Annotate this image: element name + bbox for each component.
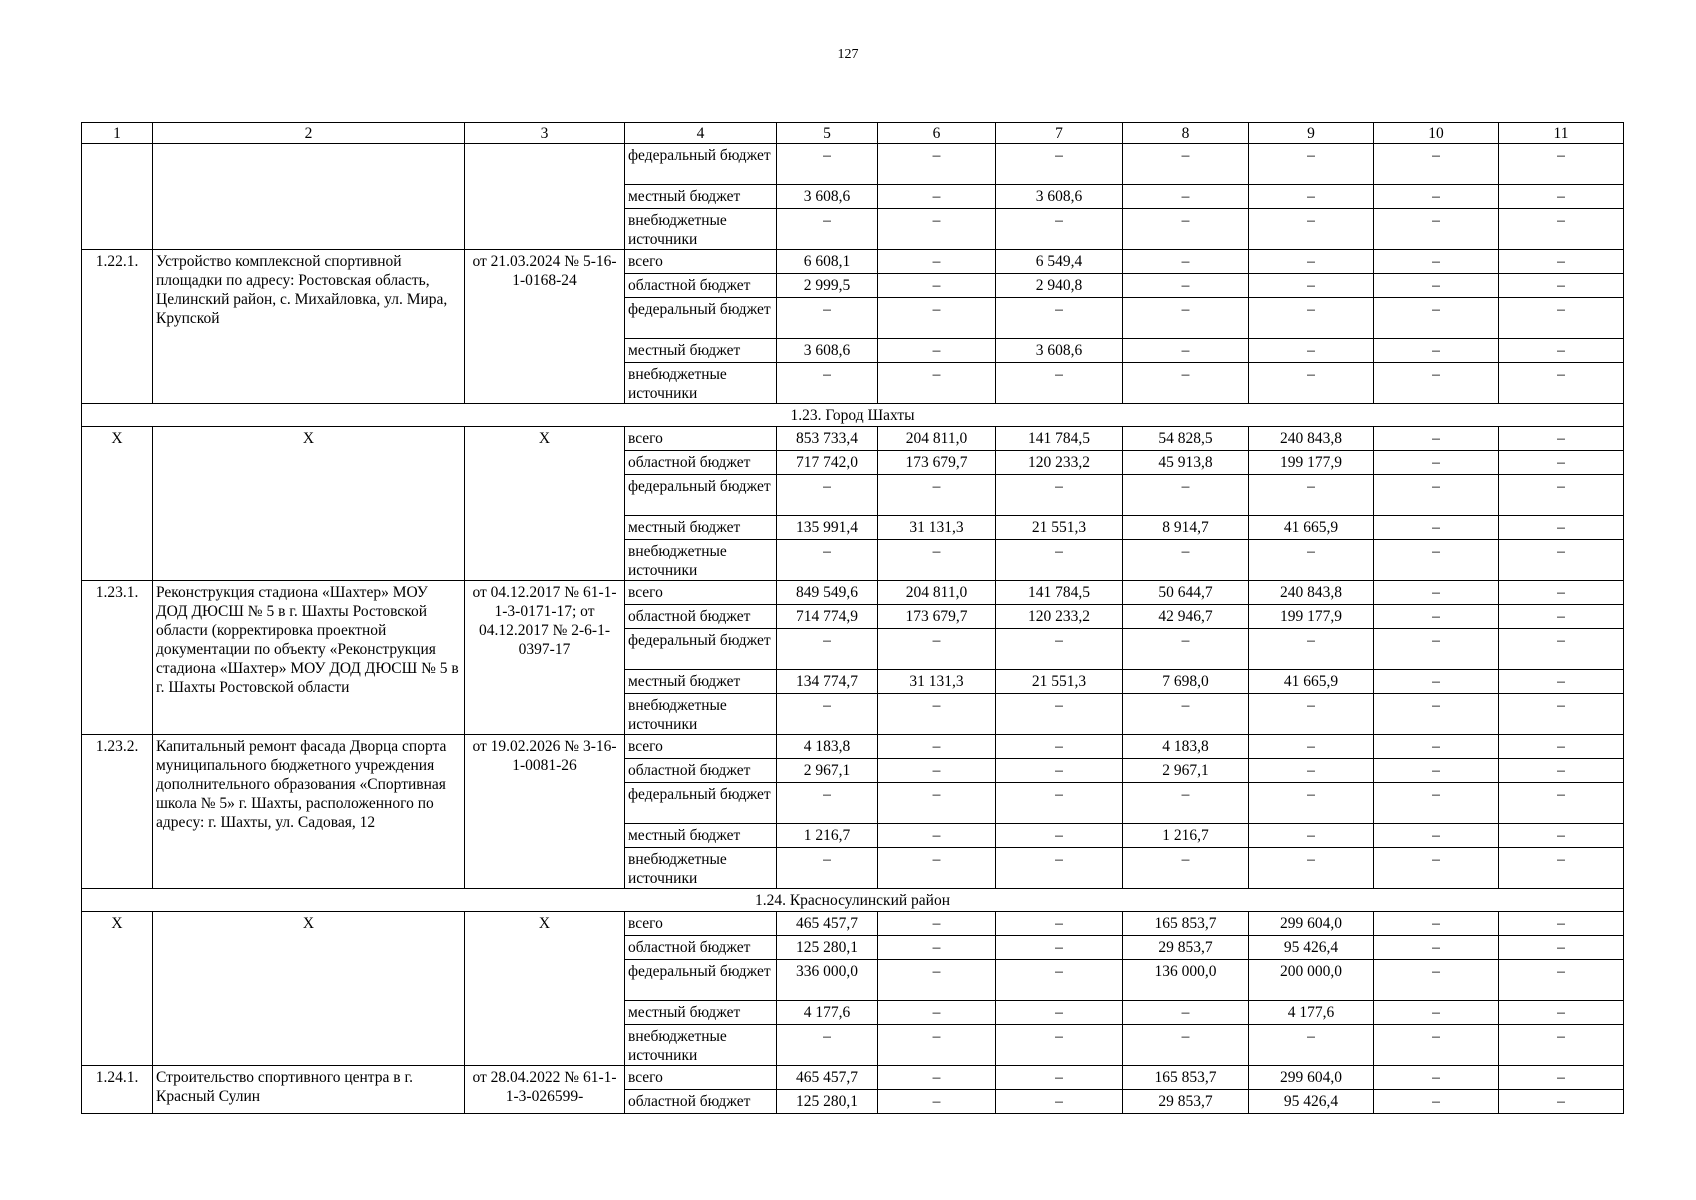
amount-cell: – — [777, 783, 878, 824]
amount-cell: 240 843,8 — [1249, 581, 1374, 605]
page-number: 127 — [837, 47, 859, 62]
amount-cell: – — [1374, 759, 1499, 783]
amount-cell: 21 551,3 — [996, 670, 1123, 694]
amount-cell: 2 967,1 — [1123, 759, 1249, 783]
item-number — [82, 144, 153, 250]
amount-cell: – — [1374, 451, 1499, 475]
item-number: 1.23.1. — [82, 581, 153, 735]
amount-cell: 336 000,0 — [777, 960, 878, 1001]
amount-cell: 173 679,7 — [878, 451, 996, 475]
funding-source: областной бюджет — [625, 605, 777, 629]
funding-source: внебюджетные источники — [625, 1025, 777, 1066]
amount-cell: – — [1374, 144, 1499, 185]
amount-cell: – — [1249, 629, 1374, 670]
amount-cell: 95 426,4 — [1249, 1090, 1374, 1114]
amount-cell: 1 216,7 — [1123, 824, 1249, 848]
amount-cell: – — [878, 144, 996, 185]
amount-cell: 714 774,9 — [777, 605, 878, 629]
amount-cell: – — [1374, 848, 1499, 889]
amount-cell: 29 853,7 — [1123, 1090, 1249, 1114]
amount-cell: 199 177,9 — [1249, 451, 1374, 475]
amount-cell: – — [777, 298, 878, 339]
amount-cell: – — [1374, 363, 1499, 404]
column-header: 4 — [625, 123, 777, 144]
funding-source: внебюджетные источники — [625, 848, 777, 889]
amount-cell: – — [1123, 363, 1249, 404]
funding-source: федеральный бюджет — [625, 960, 777, 1001]
amount-cell: 1 216,7 — [777, 824, 878, 848]
amount-cell: 849 549,6 — [777, 581, 878, 605]
amount-cell: 29 853,7 — [1123, 936, 1249, 960]
funding-source: местный бюджет — [625, 339, 777, 363]
funding-source: местный бюджет — [625, 185, 777, 209]
amount-cell: – — [996, 298, 1123, 339]
amount-cell: – — [1374, 1090, 1499, 1114]
amount-cell: – — [1374, 250, 1499, 274]
amount-cell: – — [1499, 759, 1624, 783]
amount-cell: – — [878, 1001, 996, 1025]
column-header-row — [82, 123, 1624, 144]
amount-cell: – — [878, 912, 996, 936]
amount-cell: – — [996, 1001, 1123, 1025]
funding-source: областной бюджет — [625, 759, 777, 783]
table-row — [82, 1066, 1624, 1090]
column-header: 5 — [777, 123, 878, 144]
amount-cell: – — [1249, 209, 1374, 250]
amount-cell: – — [1374, 694, 1499, 735]
amount-cell: – — [777, 848, 878, 889]
amount-cell: – — [1499, 912, 1624, 936]
amount-cell: 136 000,0 — [1123, 960, 1249, 1001]
item-document: от 21.03.2024 № 5-16-1-0168-24 — [465, 250, 625, 404]
amount-cell: – — [1499, 1090, 1624, 1114]
column-header: 9 — [1249, 123, 1374, 144]
amount-cell: – — [1499, 605, 1624, 629]
amount-cell: 125 280,1 — [777, 936, 878, 960]
amount-cell: – — [1499, 427, 1624, 451]
funding-source: внебюджетные источники — [625, 694, 777, 735]
amount-cell: – — [1249, 759, 1374, 783]
amount-cell: – — [1123, 783, 1249, 824]
amount-cell: – — [1123, 1001, 1249, 1025]
column-header: 1 — [82, 123, 153, 144]
amount-cell: 125 280,1 — [777, 1090, 878, 1114]
amount-cell: – — [1249, 735, 1374, 759]
column-header: 3 — [465, 123, 625, 144]
amount-cell: 204 811,0 — [878, 581, 996, 605]
amount-cell: – — [878, 1090, 996, 1114]
amount-cell: – — [1249, 783, 1374, 824]
amount-cell: 41 665,9 — [1249, 670, 1374, 694]
amount-cell: – — [1123, 144, 1249, 185]
amount-cell: – — [996, 1066, 1123, 1090]
funding-source: местный бюджет — [625, 824, 777, 848]
column-header: 2 — [153, 123, 465, 144]
section-row — [82, 404, 1624, 427]
funding-source: местный бюджет — [625, 516, 777, 540]
amount-cell: – — [1249, 144, 1374, 185]
amount-cell: – — [1123, 339, 1249, 363]
amount-cell: – — [1374, 936, 1499, 960]
amount-cell: – — [996, 209, 1123, 250]
amount-cell: 120 233,2 — [996, 451, 1123, 475]
amount-cell: – — [1374, 605, 1499, 629]
amount-cell: – — [1374, 912, 1499, 936]
table-row — [82, 735, 1624, 759]
item-name: Строительство спортивного центра в г. Красный Сулин — [153, 1066, 465, 1114]
funding-source: федеральный бюджет — [625, 783, 777, 824]
amount-cell: – — [878, 185, 996, 209]
amount-cell: – — [878, 250, 996, 274]
funding-source: всего — [625, 427, 777, 451]
funding-source: внебюджетные источники — [625, 540, 777, 581]
column-header: 6 — [878, 123, 996, 144]
amount-cell: – — [878, 824, 996, 848]
table-row — [82, 144, 1624, 185]
amount-cell: 3 608,6 — [777, 185, 878, 209]
table-row — [82, 581, 1624, 605]
amount-cell: 165 853,7 — [1123, 912, 1249, 936]
table-row — [82, 912, 1624, 936]
amount-cell: – — [1499, 1001, 1624, 1025]
amount-cell: – — [878, 629, 996, 670]
amount-cell: – — [1374, 1066, 1499, 1090]
amount-cell: – — [1249, 824, 1374, 848]
funding-source: федеральный бюджет — [625, 475, 777, 516]
amount-cell: – — [1249, 185, 1374, 209]
amount-cell: – — [777, 1025, 878, 1066]
amount-cell: – — [1499, 936, 1624, 960]
amount-cell: – — [1249, 848, 1374, 889]
budget-table — [81, 122, 1624, 1114]
amount-cell: 7 698,0 — [1123, 670, 1249, 694]
table-body — [82, 123, 1624, 1114]
amount-cell: – — [777, 475, 878, 516]
amount-cell: – — [1499, 960, 1624, 1001]
amount-cell: 299 604,0 — [1249, 1066, 1374, 1090]
amount-cell: – — [1249, 1025, 1374, 1066]
amount-cell: – — [1374, 1025, 1499, 1066]
amount-cell: – — [1123, 298, 1249, 339]
amount-cell: – — [996, 824, 1123, 848]
item-document: от 19.02.2026 № 3-16-1-0081-26 — [465, 735, 625, 889]
item-number: Х — [82, 912, 153, 1066]
funding-source: местный бюджет — [625, 670, 777, 694]
amount-cell: – — [1374, 540, 1499, 581]
amount-cell: 4 183,8 — [1123, 735, 1249, 759]
amount-cell: – — [1499, 670, 1624, 694]
funding-source: всего — [625, 912, 777, 936]
amount-cell: – — [1249, 694, 1374, 735]
amount-cell: 6 549,4 — [996, 250, 1123, 274]
funding-source: федеральный бюджет — [625, 144, 777, 185]
amount-cell: 465 457,7 — [777, 912, 878, 936]
amount-cell: – — [878, 298, 996, 339]
column-header: 10 — [1374, 123, 1499, 144]
amount-cell: – — [1123, 540, 1249, 581]
item-number: 1.24.1. — [82, 1066, 153, 1114]
amount-cell: – — [1374, 185, 1499, 209]
amount-cell: – — [996, 960, 1123, 1001]
item-name — [153, 144, 465, 250]
item-name: Устройство комплексной спортивной площадки по адресу: Ростовская область, Целинский район, с. Михайловка, ул. Мира, Крупской — [153, 250, 465, 404]
amount-cell: – — [878, 540, 996, 581]
item-name: Х — [153, 427, 465, 581]
table-row — [82, 250, 1624, 274]
column-header: 8 — [1123, 123, 1249, 144]
amount-cell: 204 811,0 — [878, 427, 996, 451]
amount-cell: – — [996, 144, 1123, 185]
amount-cell: – — [878, 960, 996, 1001]
amount-cell: 299 604,0 — [1249, 912, 1374, 936]
item-name: Капитальный ремонт фасада Дворца спорта муниципального бюджетного учреждения дополнительного образования «Спортивная школа № 5» г. Шахты, расположенного по адресу: г. Шахты, ул. Садовая, 12 — [153, 735, 465, 889]
amount-cell: 173 679,7 — [878, 605, 996, 629]
amount-cell: 199 177,9 — [1249, 605, 1374, 629]
amount-cell: – — [1249, 339, 1374, 363]
funding-source: федеральный бюджет — [625, 298, 777, 339]
amount-cell: 31 131,3 — [878, 670, 996, 694]
amount-cell: – — [1123, 629, 1249, 670]
item-document: от 04.12.2017 № 61-1-1-3-0171-17; от 04.12.2017 № 2-6-1-0397-17 — [465, 581, 625, 735]
amount-cell: – — [1499, 735, 1624, 759]
amount-cell: 50 644,7 — [1123, 581, 1249, 605]
amount-cell: – — [1374, 339, 1499, 363]
amount-cell: – — [1123, 250, 1249, 274]
amount-cell: – — [1249, 298, 1374, 339]
amount-cell: – — [878, 694, 996, 735]
amount-cell: – — [996, 783, 1123, 824]
table-row — [82, 427, 1624, 451]
amount-cell: 42 946,7 — [1123, 605, 1249, 629]
amount-cell: – — [1499, 451, 1624, 475]
amount-cell: 41 665,9 — [1249, 516, 1374, 540]
amount-cell: – — [878, 936, 996, 960]
amount-cell: 165 853,7 — [1123, 1066, 1249, 1090]
amount-cell: – — [996, 912, 1123, 936]
funding-source: областной бюджет — [625, 1090, 777, 1114]
amount-cell: – — [1499, 824, 1624, 848]
amount-cell: – — [1374, 581, 1499, 605]
amount-cell: 141 784,5 — [996, 427, 1123, 451]
amount-cell: – — [1374, 475, 1499, 516]
item-document: от 28.04.2022 № 61-1-1-3-026599- — [465, 1066, 625, 1114]
funding-source: областной бюджет — [625, 451, 777, 475]
amount-cell: – — [878, 339, 996, 363]
amount-cell: 3 608,6 — [777, 339, 878, 363]
amount-cell: – — [1374, 960, 1499, 1001]
amount-cell: – — [996, 363, 1123, 404]
amount-cell: – — [878, 759, 996, 783]
amount-cell: – — [777, 363, 878, 404]
amount-cell: – — [1374, 670, 1499, 694]
amount-cell: – — [1249, 540, 1374, 581]
amount-cell: – — [996, 936, 1123, 960]
funding-source: внебюджетные источники — [625, 363, 777, 404]
amount-cell: – — [1123, 694, 1249, 735]
item-document — [465, 144, 625, 250]
amount-cell: 21 551,3 — [996, 516, 1123, 540]
amount-cell: – — [1374, 209, 1499, 250]
amount-cell: – — [1499, 1025, 1624, 1066]
amount-cell: – — [1499, 298, 1624, 339]
funding-source: областной бюджет — [625, 274, 777, 298]
amount-cell: – — [1499, 274, 1624, 298]
amount-cell: – — [1499, 783, 1624, 824]
amount-cell: 4 177,6 — [1249, 1001, 1374, 1025]
amount-cell: 240 843,8 — [1249, 427, 1374, 451]
amount-cell: – — [777, 629, 878, 670]
amount-cell: 54 828,5 — [1123, 427, 1249, 451]
column-header: 11 — [1499, 123, 1624, 144]
amount-cell: – — [777, 144, 878, 185]
amount-cell: 3 608,6 — [996, 185, 1123, 209]
amount-cell: – — [996, 694, 1123, 735]
amount-cell: – — [1499, 209, 1624, 250]
section-title: 1.23. Город Шахты — [82, 404, 1624, 427]
amount-cell: – — [878, 735, 996, 759]
column-header: 7 — [996, 123, 1123, 144]
amount-cell: – — [1499, 581, 1624, 605]
amount-cell: – — [878, 1025, 996, 1066]
amount-cell: 465 457,7 — [777, 1066, 878, 1090]
amount-cell: – — [996, 475, 1123, 516]
amount-cell: – — [1499, 475, 1624, 516]
item-number: 1.23.2. — [82, 735, 153, 889]
funding-source: внебюджетные источники — [625, 209, 777, 250]
amount-cell: – — [1123, 185, 1249, 209]
amount-cell: – — [996, 1025, 1123, 1066]
amount-cell: – — [1374, 783, 1499, 824]
amount-cell: – — [1123, 475, 1249, 516]
amount-cell: – — [1499, 848, 1624, 889]
amount-cell: – — [1123, 1025, 1249, 1066]
amount-cell: – — [1123, 209, 1249, 250]
amount-cell: – — [1249, 250, 1374, 274]
amount-cell: 2 940,8 — [996, 274, 1123, 298]
amount-cell: – — [1499, 250, 1624, 274]
amount-cell: – — [1374, 629, 1499, 670]
amount-cell: 4 183,8 — [777, 735, 878, 759]
amount-cell: 141 784,5 — [996, 581, 1123, 605]
amount-cell: 2 999,5 — [777, 274, 878, 298]
amount-cell: 45 913,8 — [1123, 451, 1249, 475]
funding-source: федеральный бюджет — [625, 629, 777, 670]
amount-cell: 853 733,4 — [777, 427, 878, 451]
amount-cell: – — [1499, 144, 1624, 185]
amount-cell: – — [1374, 427, 1499, 451]
funding-source: всего — [625, 1066, 777, 1090]
amount-cell: – — [777, 540, 878, 581]
amount-cell: – — [878, 475, 996, 516]
amount-cell: – — [1499, 339, 1624, 363]
funding-source: областной бюджет — [625, 936, 777, 960]
amount-cell: – — [777, 209, 878, 250]
amount-cell: – — [996, 759, 1123, 783]
amount-cell: – — [1499, 629, 1624, 670]
amount-cell: 8 914,7 — [1123, 516, 1249, 540]
amount-cell: 134 774,7 — [777, 670, 878, 694]
amount-cell: 2 967,1 — [777, 759, 878, 783]
funding-source: всего — [625, 735, 777, 759]
amount-cell: – — [1123, 848, 1249, 889]
funding-source: всего — [625, 581, 777, 605]
amount-cell: – — [878, 848, 996, 889]
amount-cell: – — [1374, 1001, 1499, 1025]
section-row — [82, 889, 1624, 912]
amount-cell: – — [1123, 274, 1249, 298]
amount-cell: 200 000,0 — [1249, 960, 1374, 1001]
amount-cell: 120 233,2 — [996, 605, 1123, 629]
amount-cell: – — [1499, 1066, 1624, 1090]
amount-cell: – — [878, 783, 996, 824]
amount-cell: – — [996, 540, 1123, 581]
amount-cell: – — [878, 363, 996, 404]
item-document: Х — [465, 427, 625, 581]
funding-source: всего — [625, 250, 777, 274]
amount-cell: – — [996, 1090, 1123, 1114]
amount-cell: – — [1249, 475, 1374, 516]
amount-cell: – — [996, 848, 1123, 889]
amount-cell: 95 426,4 — [1249, 936, 1374, 960]
amount-cell: – — [996, 629, 1123, 670]
item-document: Х — [465, 912, 625, 1066]
funding-source: местный бюджет — [625, 1001, 777, 1025]
amount-cell: – — [1374, 516, 1499, 540]
amount-cell: – — [1249, 363, 1374, 404]
item-name: Реконструкция стадиона «Шахтер» МОУ ДОД ДЮСШ № 5 в г. Шахты Ростовской области (корректировка проектной документации по объекту «Реконструкция стадиона «Шахтер» МОУ ДОД ДЮСШ № 5 в г. Шахты Ростовской области — [153, 581, 465, 735]
item-name: Х — [153, 912, 465, 1066]
section-title: 1.24. Красносулинский район — [82, 889, 1624, 912]
amount-cell: – — [1499, 363, 1624, 404]
amount-cell: – — [1374, 735, 1499, 759]
amount-cell: – — [1499, 694, 1624, 735]
amount-cell: 3 608,6 — [996, 339, 1123, 363]
amount-cell: – — [1374, 824, 1499, 848]
amount-cell: – — [878, 1066, 996, 1090]
item-number: Х — [82, 427, 153, 581]
amount-cell: – — [1499, 185, 1624, 209]
amount-cell: – — [878, 209, 996, 250]
amount-cell: – — [1499, 540, 1624, 581]
amount-cell: 31 131,3 — [878, 516, 996, 540]
amount-cell: 4 177,6 — [777, 1001, 878, 1025]
amount-cell: – — [1249, 274, 1374, 298]
amount-cell: – — [996, 735, 1123, 759]
amount-cell: 135 991,4 — [777, 516, 878, 540]
amount-cell: – — [1499, 516, 1624, 540]
amount-cell: 717 742,0 — [777, 451, 878, 475]
amount-cell: 6 608,1 — [777, 250, 878, 274]
amount-cell: – — [878, 274, 996, 298]
amount-cell: – — [1374, 274, 1499, 298]
amount-cell: – — [1374, 298, 1499, 339]
amount-cell: – — [777, 694, 878, 735]
item-number: 1.22.1. — [82, 250, 153, 404]
